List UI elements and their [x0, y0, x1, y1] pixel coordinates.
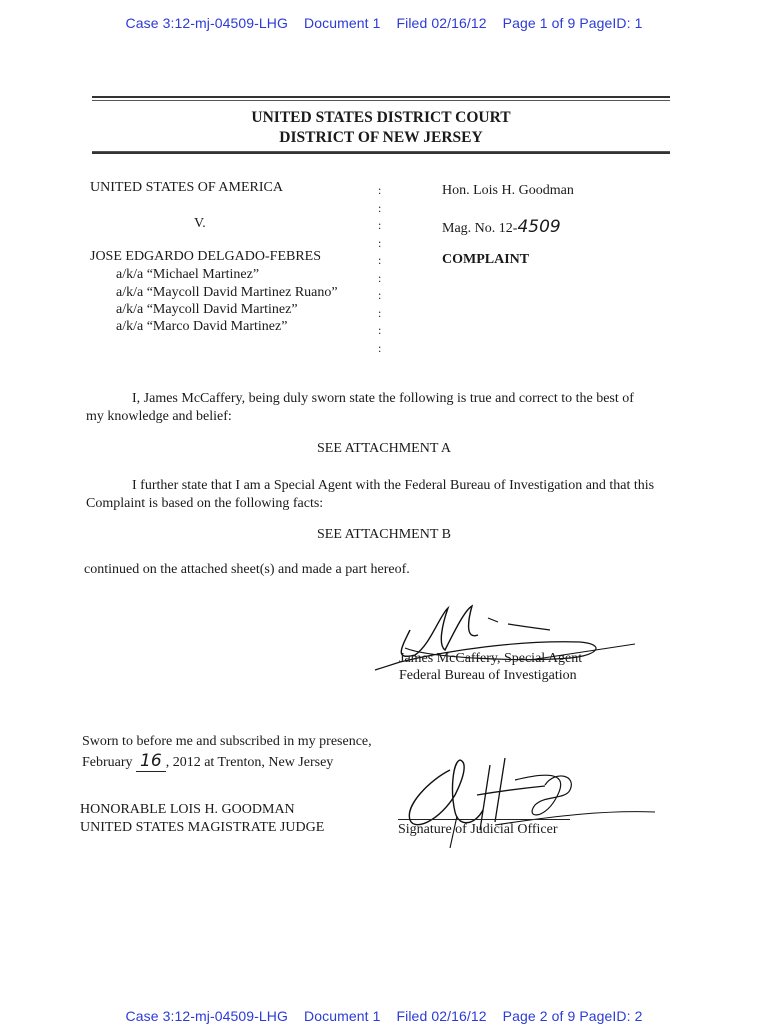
handwritten-day: 16	[136, 751, 166, 772]
document-number: Document 1	[304, 1008, 381, 1024]
versus: V.	[194, 216, 206, 231]
affiant-statement: I, James McCaffery, being duly sworn state the following is true and correct to the best of my knowledge and belief:	[86, 391, 634, 424]
affiant-agency: Federal Bureau of Investigation	[399, 668, 577, 683]
bottom-rule	[92, 151, 670, 154]
court-name: UNITED STATES DISTRICT COURT	[251, 109, 511, 126]
alias-item: a/k/a “Maycoll David Martinez”	[116, 302, 298, 317]
ecf-header-stamp	[0, 15, 768, 31]
document-number: Document 1	[304, 15, 381, 31]
case-number: Case 3:12-mj-04509-LHG	[125, 1008, 288, 1024]
page-info: Page 2 of 9 PageID: 2	[502, 1008, 643, 1024]
agent-statement: I further state that I am a Special Agent with the Federal Bureau of Investigation and that this Complaint is based on the following facts:	[86, 478, 655, 511]
defendant: JOSE EDGARDO DELGADO-FEBRES	[90, 249, 322, 264]
page-info: Page 1 of 9 PageID: 1	[502, 15, 643, 31]
document-type: COMPLAINT	[442, 252, 530, 267]
attachment-b-ref: SEE ATTACHMENT B	[317, 527, 451, 542]
jurat-date: February 16 , 2012 at Trenton, New Jersey	[82, 751, 334, 771]
court-heading	[92, 108, 670, 148]
ecf-footer-stamp	[0, 1008, 768, 1024]
plaintiff: UNITED STATES OF AMERICA	[90, 180, 283, 195]
judge-full-name: HONORABLE LOIS H. GOODMAN	[80, 802, 295, 817]
filed-date: Filed 02/16/12	[396, 1008, 487, 1024]
magistrate-number: Mag. No. 12-4509	[442, 217, 561, 237]
handwritten-mag-number: 4509	[517, 217, 561, 237]
court-district: DISTRICT OF NEW JERSEY	[279, 129, 483, 146]
signature-caption: Signature of Judicial Officer	[398, 822, 558, 837]
signature-line	[398, 819, 570, 820]
top-rule	[92, 96, 670, 101]
alias-item: a/k/a “Maycoll David Martinez Ruano”	[116, 285, 338, 300]
jurat-line: Sworn to before me and subscribed in my presence,	[82, 734, 372, 749]
alias-item: a/k/a “Marco David Martinez”	[116, 319, 288, 334]
affiant-name-title: James McCaffery, Special Agent	[399, 651, 583, 666]
case-number: Case 3:12-mj-04509-LHG	[125, 15, 288, 31]
judge-title: UNITED STATES MAGISTRATE JUDGE	[80, 820, 325, 835]
filed-date: Filed 02/16/12	[396, 15, 487, 31]
attachment-a-ref: SEE ATTACHMENT A	[317, 441, 451, 456]
continued-note: continued on the attached sheet(s) and made a part hereof.	[84, 562, 410, 577]
alias-item: a/k/a “Michael Martinez”	[116, 267, 260, 282]
caption-separator-column: : : : : : : : : : :	[378, 183, 382, 355]
judge-name: Hon. Lois H. Goodman	[442, 183, 574, 198]
